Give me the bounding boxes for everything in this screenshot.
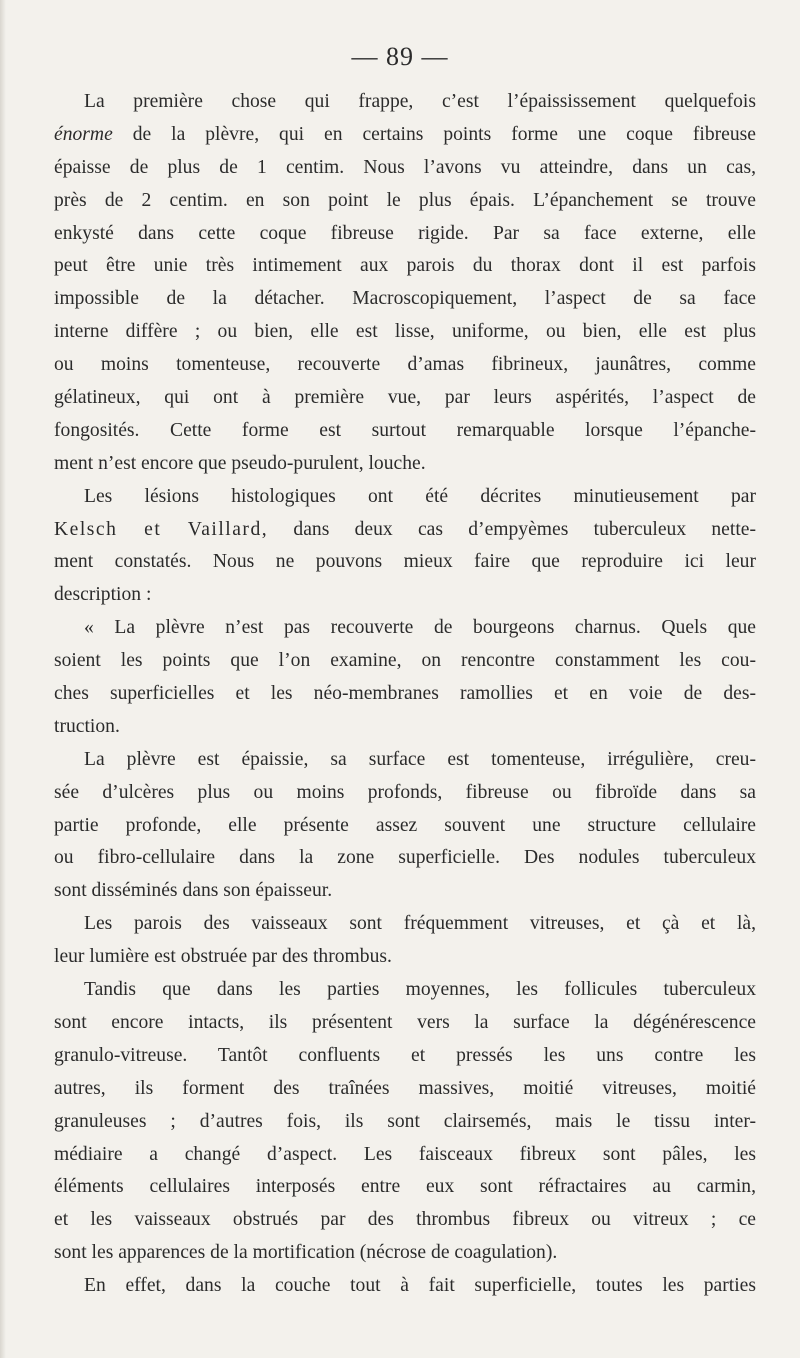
text-line xyxy=(54,1139,756,1172)
text-line xyxy=(54,974,756,1007)
text-line xyxy=(54,415,756,448)
line-text: autres, ils forment des traînées massives, moitié vitreuses, moitié xyxy=(54,1077,756,1099)
text-line xyxy=(54,1270,756,1303)
line-text: description : xyxy=(54,584,152,606)
line-text: près de 2 centim. en son point le plus épais. L’épanchement se trouve xyxy=(54,189,756,211)
line-text: et les vaisseaux obstrués par des thrombus fibreux ou vitreux ; ce xyxy=(54,1209,756,1231)
text-line xyxy=(54,250,756,283)
text-line xyxy=(54,481,756,514)
page-number: — 89 — xyxy=(351,42,449,71)
line-text: ou fibro-cellulaire dans la zone superficielle. Des nodules tuberculeux xyxy=(54,847,756,869)
text-line xyxy=(54,1073,756,1106)
line-text: Tandis que dans les parties moyennes, les follicules tuberculeux xyxy=(84,979,756,1001)
line-text: granuleuses ; d’autres fois, ils sont clairsemés, mais le tissu inter- xyxy=(54,1110,756,1132)
line-text: ou moins tomenteuse, recouverte d’amas fibrineux, jaunâtres, comme xyxy=(54,354,756,376)
text-line xyxy=(54,875,756,908)
text-line xyxy=(54,382,756,415)
text-line xyxy=(54,152,756,185)
line-text: En effet, dans la couche tout à fait superficielle, toutes les parties xyxy=(84,1275,756,1297)
text-line xyxy=(54,218,756,251)
line-text: granulo-vitreuse. Tantôt confluents et pressés les uns contre les xyxy=(54,1044,756,1066)
line-text: soient les points que l’on examine, on rencontre constamment les cou- xyxy=(54,650,756,672)
text-line xyxy=(54,908,756,941)
line-text: Les lésions histologiques ont été décrites minutieusement par xyxy=(84,485,756,507)
text-line xyxy=(54,86,756,119)
line-text: La première chose qui frappe, c’est l’épaississement quelquefois xyxy=(84,91,756,112)
line-text: impossible de la détacher. Macroscopiquement, l’aspect de sa face xyxy=(54,288,756,310)
italic-word: énorme xyxy=(54,123,133,145)
line-text: dans deux cas d’empyèmes tuberculeux nette- xyxy=(268,518,756,540)
text-line xyxy=(54,744,756,777)
line-text: peut être unie très intimement aux parois du thorax dont il est parfois xyxy=(54,255,756,277)
text-line xyxy=(54,645,756,678)
line-text: gélatineux, qui ont à première vue, par leurs aspérités, l’aspect de xyxy=(54,387,756,409)
text-line xyxy=(54,448,756,481)
page-edge-shadow xyxy=(0,0,6,1358)
text-line xyxy=(54,185,756,218)
line-text: fongosités. Cette forme est surtout remarquable lorsque l’épanche- xyxy=(54,419,756,441)
line-text: médiaire a changé d’aspect. Les faisceaux fibreux sont pâles, les xyxy=(54,1143,756,1165)
text-line xyxy=(54,316,756,349)
line-text: La plèvre est épaissie, sa surface est tomenteuse, irrégulière, creu- xyxy=(84,748,756,770)
line-text: leur lumière est obstruée par des thrombus. xyxy=(54,946,392,968)
line-text: enkysté dans cette coque fibreuse rigide. Par sa face externe, elle xyxy=(54,222,756,244)
line-text: éléments cellulaires interposés entre eux sont réfractaires au carmin, xyxy=(54,1176,756,1198)
text-line xyxy=(54,1171,756,1204)
text-line xyxy=(54,842,756,875)
text-line xyxy=(54,612,756,645)
text-line xyxy=(54,119,756,152)
text-line xyxy=(54,349,756,382)
text-line xyxy=(54,1040,756,1073)
text-line xyxy=(54,283,756,316)
line-text: truction. xyxy=(54,715,120,737)
line-text: sée d’ulcères plus ou moins profonds, fibreuse ou fibroïde dans sa xyxy=(54,781,756,803)
text-line xyxy=(54,777,756,810)
author-names: Kelsch et Vaillard, xyxy=(54,518,269,540)
text-line xyxy=(54,1106,756,1139)
line-text: « La plèvre n’est pas recouverte de bourgeons charnus. Quels que xyxy=(84,617,756,639)
text-line xyxy=(54,1204,756,1237)
text-line xyxy=(54,1237,756,1270)
text-line xyxy=(54,579,756,612)
line-text: interne diffère ; ou bien, elle est lisse, uniforme, ou bien, elle est plus xyxy=(54,321,756,343)
line-text: Les parois des vaisseaux sont fréquemment vitreuses, et çà et là, xyxy=(84,913,756,935)
text-line xyxy=(54,546,756,579)
text-line xyxy=(54,678,756,711)
line-text: épaisse de plus de 1 centim. Nous l’avons vu atteindre, dans un cas, xyxy=(54,156,756,178)
body-text xyxy=(54,86,756,1303)
text-line xyxy=(54,1007,756,1040)
line-text: ment n’est encore que pseudo-purulent, louche. xyxy=(54,452,426,474)
line-text: ment constatés. Nous ne pouvons mieux faire que reproduire ici leur xyxy=(54,551,756,573)
line-text: sont les apparences de la mortification (nécrose de coagulation). xyxy=(54,1242,558,1264)
line-text: ches superficielles et les néo-membranes ramollies et en voie de des- xyxy=(54,683,756,705)
line-text: partie profonde, elle présente assez souvent une structure cellulaire xyxy=(54,814,756,836)
text-line xyxy=(54,514,756,547)
text-line xyxy=(54,711,756,744)
line-text: sont disséminés dans son épaisseur. xyxy=(54,880,333,902)
text-line xyxy=(54,941,756,974)
text-line xyxy=(54,810,756,843)
line-text: de la plèvre, qui en certains points forme une coque fibreuse xyxy=(132,123,756,145)
line-text: sont encore intacts, ils présentent vers la surface la dégénérescence xyxy=(54,1011,756,1033)
